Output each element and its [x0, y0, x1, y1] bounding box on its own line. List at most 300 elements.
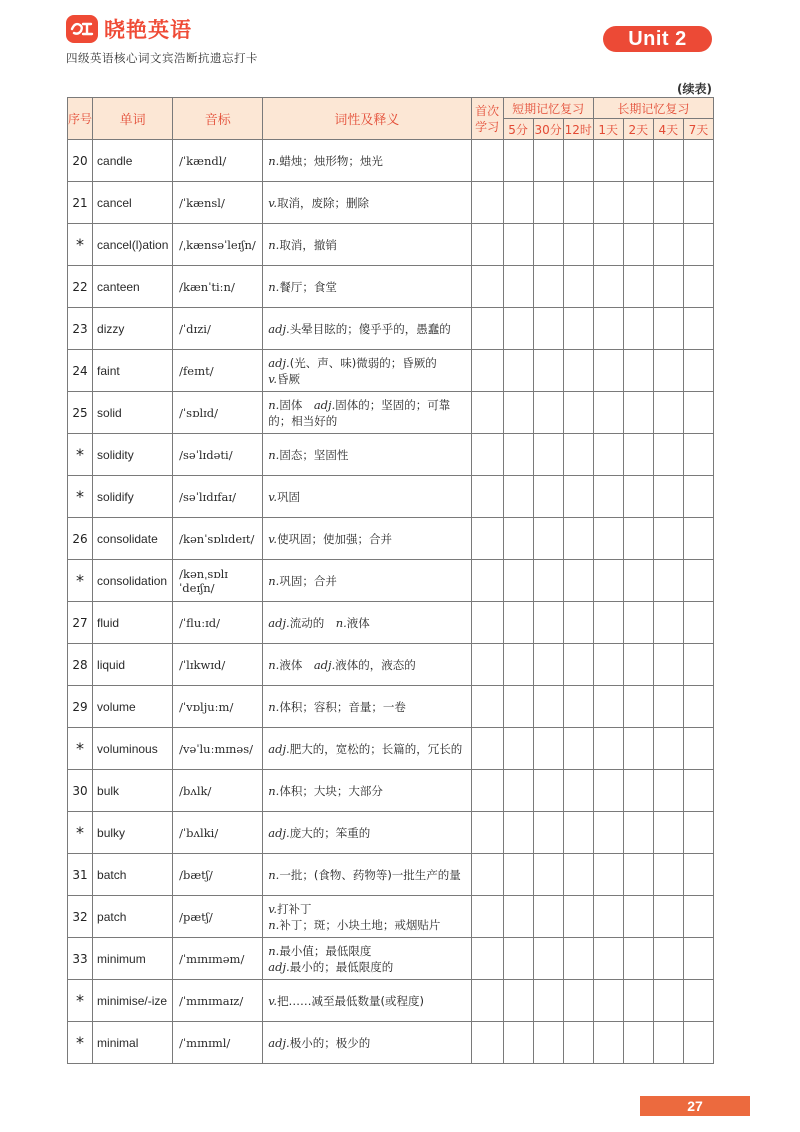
definition-text: 极小的；极少的: [289, 1035, 371, 1050]
header-word: 单词: [93, 98, 173, 140]
definition-text: 巩固；合并: [279, 573, 337, 588]
review-checkbox-cell[interactable]: [683, 980, 713, 1022]
review-checkbox-cell[interactable]: [683, 392, 713, 434]
definition-cell: [263, 812, 471, 854]
table-row: [68, 602, 714, 644]
book-subtitle: 四级英语核心词文宾浩断抗遗忘打卡: [66, 51, 258, 65]
review-checkbox-cell[interactable]: [533, 224, 563, 266]
header-7d: 7天: [683, 119, 713, 140]
phonetic-cell: /ˈkændl/: [173, 140, 263, 182]
review-checkbox-cell[interactable]: [623, 770, 653, 812]
definition-line: [268, 279, 470, 295]
review-checkbox-cell[interactable]: [533, 980, 563, 1022]
word-cell: voluminous: [93, 728, 173, 770]
part-of-speech: adj.: [268, 959, 290, 974]
review-checkbox-cell[interactable]: [683, 644, 713, 686]
definition-line: [268, 825, 470, 841]
definition-text: 头晕目眩的；傻乎乎的，愚蠢的: [289, 321, 451, 336]
review-checkbox-cell[interactable]: [683, 938, 713, 980]
review-checkbox-cell[interactable]: [683, 224, 713, 266]
review-checkbox-cell[interactable]: [533, 434, 563, 476]
review-checkbox-cell[interactable]: [653, 980, 683, 1022]
table-row: [68, 350, 714, 392]
review-checkbox-cell[interactable]: [593, 434, 623, 476]
review-checkbox-cell[interactable]: [653, 602, 683, 644]
header-5min: 5分: [503, 119, 533, 140]
review-checkbox-cell[interactable]: [533, 938, 563, 980]
definition-cell: [263, 392, 471, 434]
review-checkbox-cell[interactable]: [563, 350, 593, 392]
review-checkbox-cell[interactable]: [471, 728, 503, 770]
definition-text: 餐厅；食堂: [279, 279, 337, 294]
review-checkbox-cell[interactable]: [683, 896, 713, 938]
row-number: *: [68, 1022, 93, 1064]
review-checkbox-cell[interactable]: [471, 1022, 503, 1064]
row-number: 23: [68, 308, 93, 350]
table-row: [68, 854, 714, 896]
review-checkbox-cell[interactable]: [593, 476, 623, 518]
part-of-speech: v.: [268, 531, 278, 546]
definition-cell: [263, 1022, 471, 1064]
part-of-speech: adj.: [268, 321, 290, 336]
review-checkbox-cell[interactable]: [563, 476, 593, 518]
definition-line: [268, 615, 470, 631]
header-30min: 30分: [533, 119, 563, 140]
definition-line: [268, 237, 470, 253]
definition-text: 巩固: [277, 489, 301, 504]
review-checkbox-cell[interactable]: [533, 392, 563, 434]
review-checkbox-cell[interactable]: [503, 182, 533, 224]
review-checkbox-cell[interactable]: [471, 770, 503, 812]
row-number: 21: [68, 182, 93, 224]
part-of-speech: n.: [268, 867, 280, 882]
row-number: 27: [68, 602, 93, 644]
review-checkbox-cell[interactable]: [623, 518, 653, 560]
review-checkbox-cell[interactable]: [653, 728, 683, 770]
review-checkbox-cell[interactable]: [653, 476, 683, 518]
page-number: 27: [640, 1096, 750, 1116]
review-checkbox-cell[interactable]: [593, 728, 623, 770]
review-checkbox-cell[interactable]: [683, 602, 713, 644]
review-checkbox-cell[interactable]: [593, 560, 623, 602]
definition-line: [268, 489, 470, 505]
phonetic-cell: /kənˈsɒlɪdeɪt/: [173, 518, 263, 560]
review-checkbox-cell[interactable]: [563, 644, 593, 686]
review-checkbox-cell[interactable]: [623, 896, 653, 938]
part-of-speech: n.: [268, 397, 280, 412]
part-of-speech: v.: [268, 371, 278, 386]
review-checkbox-cell[interactable]: [683, 728, 713, 770]
phonetic-cell: /pætʃ/: [173, 896, 263, 938]
review-checkbox-cell[interactable]: [533, 308, 563, 350]
review-checkbox-cell[interactable]: [471, 392, 503, 434]
review-checkbox-cell[interactable]: [623, 560, 653, 602]
review-checkbox-cell[interactable]: [683, 770, 713, 812]
table-row: [68, 140, 714, 182]
review-checkbox-cell[interactable]: [593, 266, 623, 308]
review-checkbox-cell[interactable]: [623, 350, 653, 392]
review-checkbox-cell[interactable]: [623, 980, 653, 1022]
review-checkbox-cell[interactable]: [533, 1022, 563, 1064]
word-cell: faint: [93, 350, 173, 392]
definition-line: [268, 917, 470, 933]
part-of-speech: n.: [268, 699, 280, 714]
review-checkbox-cell[interactable]: [623, 182, 653, 224]
definition-line: [268, 901, 470, 917]
review-checkbox-cell[interactable]: [471, 602, 503, 644]
review-checkbox-cell[interactable]: [683, 434, 713, 476]
table-row: [68, 686, 714, 728]
review-checkbox-cell[interactable]: [653, 392, 683, 434]
review-checkbox-cell[interactable]: [683, 308, 713, 350]
review-checkbox-cell[interactable]: [623, 686, 653, 728]
review-checkbox-cell[interactable]: [653, 1022, 683, 1064]
review-checkbox-cell[interactable]: [593, 182, 623, 224]
word-cell: liquid: [93, 644, 173, 686]
review-checkbox-cell[interactable]: [503, 560, 533, 602]
review-checkbox-cell[interactable]: [471, 938, 503, 980]
phonetic-cell: /səˈlɪdəti/: [173, 434, 263, 476]
review-checkbox-cell[interactable]: [653, 686, 683, 728]
row-number: 30: [68, 770, 93, 812]
review-checkbox-cell[interactable]: [623, 728, 653, 770]
part-of-speech: n.: [268, 279, 280, 294]
review-checkbox-cell[interactable]: [471, 182, 503, 224]
review-checkbox-cell[interactable]: [533, 728, 563, 770]
review-checkbox-cell[interactable]: [593, 980, 623, 1022]
review-checkbox-cell[interactable]: [653, 434, 683, 476]
review-checkbox-cell[interactable]: [471, 350, 503, 392]
review-checkbox-cell[interactable]: [503, 434, 533, 476]
definition-cell: [263, 686, 471, 728]
definition-text: 昏厥: [277, 371, 301, 386]
review-checkbox-cell[interactable]: [563, 518, 593, 560]
review-checkbox-cell[interactable]: [471, 896, 503, 938]
row-number: *: [68, 224, 93, 266]
review-checkbox-cell[interactable]: [593, 602, 623, 644]
definition-cell: [263, 602, 471, 644]
row-number: *: [68, 812, 93, 854]
review-checkbox-cell[interactable]: [653, 938, 683, 980]
review-checkbox-cell[interactable]: [623, 434, 653, 476]
review-checkbox-cell[interactable]: [563, 686, 593, 728]
definition-text: 一批；(食物、药物等)一批生产的量: [279, 867, 461, 882]
definition-cell: [263, 854, 471, 896]
row-number: *: [68, 560, 93, 602]
header-4d: 4天: [653, 119, 683, 140]
review-checkbox-cell[interactable]: [683, 182, 713, 224]
review-checkbox-cell[interactable]: [623, 602, 653, 644]
definition-line: [268, 531, 470, 547]
definition-cell: [263, 770, 471, 812]
part-of-speech: n.: [335, 615, 347, 630]
word-cell: minimum: [93, 938, 173, 980]
review-checkbox-cell[interactable]: [653, 224, 683, 266]
part-of-speech: v.: [268, 901, 278, 916]
row-number: 26: [68, 518, 93, 560]
review-checkbox-cell[interactable]: [503, 728, 533, 770]
review-checkbox-cell[interactable]: [593, 686, 623, 728]
review-checkbox-cell[interactable]: [471, 308, 503, 350]
definition-cell: [263, 728, 471, 770]
definition-cell: [263, 224, 471, 266]
review-checkbox-cell[interactable]: [653, 644, 683, 686]
review-checkbox-cell[interactable]: [503, 686, 533, 728]
review-checkbox-cell[interactable]: [653, 854, 683, 896]
definition-cell: [263, 350, 471, 392]
review-checkbox-cell[interactable]: [503, 1022, 533, 1064]
review-checkbox-cell[interactable]: [683, 1022, 713, 1064]
review-checkbox-cell[interactable]: [563, 938, 593, 980]
review-checkbox-cell[interactable]: [533, 644, 563, 686]
phonetic-cell: /səˈlɪdɪfaɪ/: [173, 476, 263, 518]
definition-text: 固态；坚固性: [279, 447, 349, 462]
definition-line: [268, 321, 470, 337]
table-row: [68, 434, 714, 476]
review-checkbox-cell[interactable]: [593, 308, 623, 350]
review-checkbox-cell[interactable]: [593, 644, 623, 686]
review-checkbox-cell[interactable]: [683, 350, 713, 392]
definition-text: 体积；大块；大部分: [279, 783, 383, 798]
review-checkbox-cell[interactable]: [533, 140, 563, 182]
review-checkbox-cell[interactable]: [593, 854, 623, 896]
continued-label: (续表): [677, 82, 712, 96]
definition-text: 液体: [346, 615, 370, 630]
review-checkbox-cell[interactable]: [683, 854, 713, 896]
review-checkbox-cell[interactable]: [563, 560, 593, 602]
header-meaning: 词性及释义: [263, 98, 471, 140]
review-checkbox-cell[interactable]: [623, 308, 653, 350]
review-checkbox-cell[interactable]: [653, 812, 683, 854]
review-checkbox-cell[interactable]: [533, 560, 563, 602]
review-checkbox-cell[interactable]: [563, 896, 593, 938]
review-checkbox-cell[interactable]: [503, 518, 533, 560]
word-cell: solidity: [93, 434, 173, 476]
definition-text: 把……减至最低数量(或程度): [277, 993, 425, 1008]
review-checkbox-cell[interactable]: [593, 1022, 623, 1064]
review-checkbox-cell[interactable]: [653, 518, 683, 560]
review-checkbox-cell[interactable]: [623, 644, 653, 686]
review-checkbox-cell[interactable]: [503, 602, 533, 644]
word-cell: minimise/-ize: [93, 980, 173, 1022]
header-first-study: 首次学习: [471, 98, 503, 140]
table-row: [68, 308, 714, 350]
review-checkbox-cell[interactable]: [563, 224, 593, 266]
review-checkbox-cell[interactable]: [533, 686, 563, 728]
review-checkbox-cell[interactable]: [623, 938, 653, 980]
phonetic-cell: /ˈfluːɪd/: [173, 602, 263, 644]
table-row: [68, 392, 714, 434]
review-checkbox-cell[interactable]: [593, 938, 623, 980]
phonetic-cell: /ˈdɪzi/: [173, 308, 263, 350]
review-checkbox-cell[interactable]: [503, 266, 533, 308]
review-checkbox-cell[interactable]: [593, 392, 623, 434]
definition-line: [268, 699, 470, 715]
review-checkbox-cell[interactable]: [533, 602, 563, 644]
review-checkbox-cell[interactable]: [623, 476, 653, 518]
definition-text: 使巩固；使加强；合并: [277, 531, 393, 546]
review-checkbox-cell[interactable]: [471, 686, 503, 728]
definition-line: [268, 355, 470, 371]
definition-line: [268, 1035, 470, 1051]
review-checkbox-cell[interactable]: [563, 812, 593, 854]
part-of-speech: adj.: [268, 741, 290, 756]
review-checkbox-cell[interactable]: [683, 560, 713, 602]
brand-logo-icon: [66, 15, 98, 43]
review-checkbox-cell[interactable]: [471, 560, 503, 602]
part-of-speech: adj.: [268, 355, 290, 370]
review-checkbox-cell[interactable]: [563, 182, 593, 224]
review-checkbox-cell[interactable]: [683, 266, 713, 308]
word-cell: patch: [93, 896, 173, 938]
review-checkbox-cell[interactable]: [471, 140, 503, 182]
review-checkbox-cell[interactable]: [563, 770, 593, 812]
review-checkbox-cell[interactable]: [563, 266, 593, 308]
review-checkbox-cell[interactable]: [653, 896, 683, 938]
review-checkbox-cell[interactable]: [563, 140, 593, 182]
definition-line: [268, 867, 470, 883]
review-checkbox-cell[interactable]: [563, 854, 593, 896]
table-row: [68, 812, 714, 854]
review-checkbox-cell[interactable]: [593, 770, 623, 812]
review-checkbox-cell[interactable]: [593, 350, 623, 392]
word-cell: candle: [93, 140, 173, 182]
review-checkbox-cell[interactable]: [653, 560, 683, 602]
review-checkbox-cell[interactable]: [533, 896, 563, 938]
review-checkbox-cell[interactable]: [563, 1022, 593, 1064]
review-checkbox-cell[interactable]: [503, 770, 533, 812]
row-number: 20: [68, 140, 93, 182]
definition-text: 打补丁: [277, 901, 312, 916]
definition-text: 体积；容积；音量；一卷: [279, 699, 406, 714]
header-12h: 12时: [563, 119, 593, 140]
review-checkbox-cell[interactable]: [471, 476, 503, 518]
review-checkbox-cell[interactable]: [593, 896, 623, 938]
review-checkbox-cell[interactable]: [593, 140, 623, 182]
review-checkbox-cell[interactable]: [471, 644, 503, 686]
part-of-speech: n.: [268, 917, 280, 932]
review-checkbox-cell[interactable]: [503, 140, 533, 182]
definition-cell: [263, 980, 471, 1022]
review-checkbox-cell[interactable]: [533, 350, 563, 392]
review-checkbox-cell[interactable]: [471, 854, 503, 896]
part-of-speech: n.: [268, 153, 280, 168]
review-checkbox-cell[interactable]: [653, 140, 683, 182]
review-checkbox-cell[interactable]: [503, 476, 533, 518]
word-cell: dizzy: [93, 308, 173, 350]
review-checkbox-cell[interactable]: [533, 476, 563, 518]
review-checkbox-cell[interactable]: [623, 140, 653, 182]
review-checkbox-cell[interactable]: [623, 266, 653, 308]
review-checkbox-cell[interactable]: [471, 266, 503, 308]
definition-line: [268, 153, 470, 169]
review-checkbox-cell[interactable]: [471, 980, 503, 1022]
table-row: [68, 182, 714, 224]
review-checkbox-cell[interactable]: [683, 518, 713, 560]
review-checkbox-cell[interactable]: [533, 854, 563, 896]
review-checkbox-cell[interactable]: [503, 308, 533, 350]
review-checkbox-cell[interactable]: [503, 980, 533, 1022]
row-number: 25: [68, 392, 93, 434]
review-checkbox-cell[interactable]: [503, 224, 533, 266]
review-checkbox-cell[interactable]: [563, 392, 593, 434]
review-checkbox-cell[interactable]: [653, 182, 683, 224]
definition-cell: [263, 434, 471, 476]
definition-text: 补丁；斑；小块土地；戒烟贴片: [279, 917, 441, 932]
review-checkbox-cell[interactable]: [533, 518, 563, 560]
review-checkbox-cell[interactable]: [471, 812, 503, 854]
table-row: [68, 224, 714, 266]
brand-name: 晓艳英语: [104, 18, 192, 42]
word-cell: canteen: [93, 266, 173, 308]
review-checkbox-cell[interactable]: [563, 728, 593, 770]
definition-line: [268, 573, 470, 589]
review-checkbox-cell[interactable]: [471, 434, 503, 476]
part-of-speech: v.: [268, 489, 278, 504]
word-cell: fluid: [93, 602, 173, 644]
part-of-speech: n.: [268, 943, 280, 958]
review-checkbox-cell[interactable]: [503, 896, 533, 938]
definition-text: 取消，撤销: [279, 237, 337, 252]
review-checkbox-cell[interactable]: [471, 224, 503, 266]
definition-line: [268, 397, 470, 413]
review-checkbox-cell[interactable]: [503, 854, 533, 896]
review-checkbox-cell[interactable]: [563, 602, 593, 644]
review-checkbox-cell[interactable]: [623, 854, 653, 896]
part-of-speech: adj.: [268, 615, 290, 630]
review-checkbox-cell[interactable]: [563, 308, 593, 350]
review-checkbox-cell[interactable]: [533, 266, 563, 308]
definition-text: 液体: [279, 657, 314, 672]
review-checkbox-cell[interactable]: [503, 350, 533, 392]
review-checkbox-cell[interactable]: [683, 140, 713, 182]
review-checkbox-cell[interactable]: [683, 812, 713, 854]
review-checkbox-cell[interactable]: [503, 644, 533, 686]
review-checkbox-cell[interactable]: [563, 434, 593, 476]
review-checkbox-cell[interactable]: [653, 308, 683, 350]
review-checkbox-cell[interactable]: [503, 938, 533, 980]
review-checkbox-cell[interactable]: [653, 350, 683, 392]
part-of-speech: adj.: [268, 825, 290, 840]
review-checkbox-cell[interactable]: [593, 812, 623, 854]
review-checkbox-cell[interactable]: [593, 224, 623, 266]
table-row: [68, 770, 714, 812]
definition-cell: [263, 938, 471, 980]
row-number: 24: [68, 350, 93, 392]
row-number: *: [68, 434, 93, 476]
review-checkbox-cell[interactable]: [653, 266, 683, 308]
review-checkbox-cell[interactable]: [533, 182, 563, 224]
review-checkbox-cell[interactable]: [503, 812, 533, 854]
review-checkbox-cell[interactable]: [533, 812, 563, 854]
review-checkbox-cell[interactable]: [563, 980, 593, 1022]
review-checkbox-cell[interactable]: [623, 812, 653, 854]
definition-line: [268, 783, 470, 799]
review-checkbox-cell[interactable]: [533, 770, 563, 812]
review-checkbox-cell[interactable]: [503, 392, 533, 434]
review-checkbox-cell[interactable]: [653, 770, 683, 812]
definition-cell: [263, 476, 471, 518]
review-checkbox-cell[interactable]: [683, 476, 713, 518]
review-checkbox-cell[interactable]: [593, 518, 623, 560]
definition-line: [268, 993, 470, 1009]
review-checkbox-cell[interactable]: [471, 518, 503, 560]
review-checkbox-cell[interactable]: [683, 686, 713, 728]
header-long-term: 长期记忆复习: [593, 98, 713, 119]
review-checkbox-cell[interactable]: [623, 224, 653, 266]
review-checkbox-cell[interactable]: [623, 1022, 653, 1064]
review-checkbox-cell[interactable]: [623, 392, 653, 434]
